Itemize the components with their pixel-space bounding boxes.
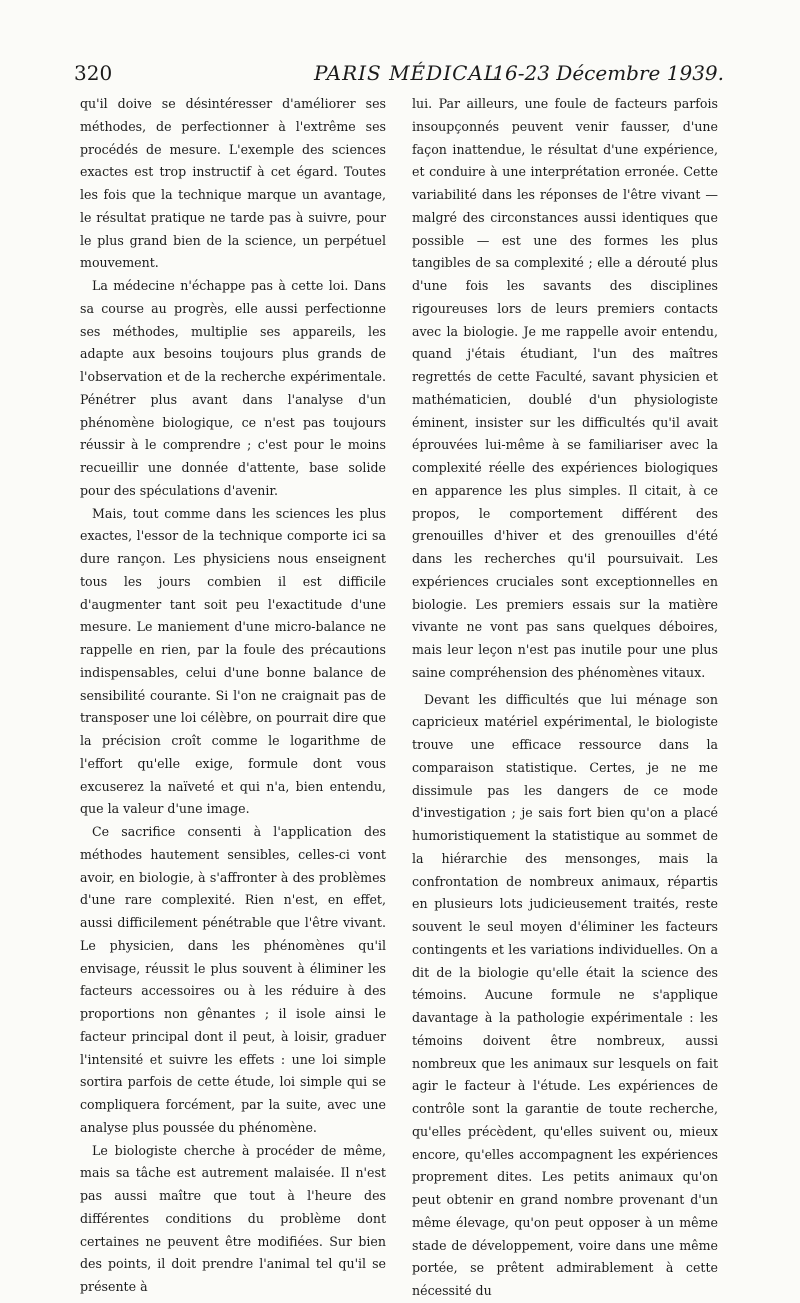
paragraph: Ce sacrifice consenti à l'application des méthodes hautement sensibles, celles-ci vont avoir, en biologie, à s'affronter à des problèmes d'une rare complexité. Rien n'est, en effet, aussi difficilement pénétrable que l'être vivant. Le physicien, dans les phénomènes qu'il envisage, réussit le plus souvent à éliminer les facteurs accessoires ou à les réduire à des proportions non gênantes ; il isole ainsi le facteur principal dont il peut, à loisir, graduer l'intensité et suivre les effets : une loi simple sortira parfois de cette étude, loi simple qui se compliquera forcément, par la suite, avec une analyse plus poussée du phénomène.	[80, 824, 386, 1135]
page-number: 320	[74, 61, 113, 85]
paragraph: qu'il doive se désintéresser d'améliorer ses méthodes, de perfectionner à l'extrême ses procédés de mesure. L'exemple des sciences exactes est trop instructif à cet égard. Toutes les fois que la technique marque un avantage, le résultat pratique ne tarde pas à suivre, pour le plus grand bien de la science, un perpétuel mouvement.	[80, 96, 386, 271]
left-column	[80, 93, 386, 1299]
paragraph: Mais, tout comme dans les sciences les plus exactes, l'essor de la technique comporte ici sa dure rançon. Les physiciens nous enseignent tous les jours combien il est difficile d'augmenter tant soit peu l'exactitude d'une mesure. Le maniement d'une micro-balance ne rappelle en rien, par la foule des précautions indispensables, celui d'une bonne balance de sensibilité courante. Si l'on ne craignait pas de transposer une loi célèbre, on pourrait dire que la précision croît comme le logarithme de l'effort qu'elle exige, formule dont vous excuserez la naïveté et qui n'a, bien entendu, que la valeur d'une image.	[80, 505, 386, 817]
paragraph: lui. Par ailleurs, une foule de facteurs parfois insoupçonnés peuvent venir fausser, d'une façon inattendue, le résultat d'une expérience, et conduire à une interprétation erronée. Cette variabilité dans les réponses de l'être vivant — malgré des circonstances aussi identiques que possible — est une des formes les plus tangibles de sa complexité ; elle a dérouté plus d'une fois les savants des disciplines rigoureuses lors de leurs premiers contacts avec la biologie. Je me rappelle avoir entendu, quand j'étais étudiant, l'un des maîtres regrettés de cette Faculté, savant physicien et mathématicien, doublé d'un physiologiste éminent, insister sur les difficultés qu'il avait éprouvées lui-même à se familiariser avec la complexité réelle des expériences biologiques en apparence les plus simples. Il citait, à ce propos, le comportement différent des grenouilles d'hiver et des grenouilles d'été dans les recherches qu'il poursuivait. Les expériences cruciales sont exceptionnelles en biologie. Les premiers essais sur la matière vivante ne vont pas sans quelques déboires, mais leur leçon n'est pas inutile pour une plus saine compréhension des phénomènes vitaux.	[412, 96, 718, 680]
right-column	[412, 93, 718, 1303]
paragraph: Le biologiste cherche à procéder de même, mais sa tâche est autrement malaisée. Il n'est pas aussi maître que tout à l'heure des différentes conditions du problème dont certaines ne peuvent être modifiées. Sur bien des points, il doit prendre l'animal tel qu'il se présente à	[80, 1142, 386, 1294]
journal-title: PARIS MÉDICAL	[314, 61, 499, 85]
paragraph: Devant les difficultés que lui ménage son capricieux matériel expérimental, le biologiste trouve une efficace ressource dans la comparaison statistique. Certes, je ne me dissimule pas les dangers de ce mode d'investigation ; je sais fort bien qu'on a placé humoristiquement la statistique au sommet de la hiérarchie des mensonges, mais la confrontation de nombreux animaux, répartis en plusieurs lots judicieusement traités, reste souvent le seul moyen d'éliminer les facteurs contingents et les variations individuelles. On a dit de la biologie qu'elle était la science des témoins. Aucune formule ne s'applique davantage à la pathologie expérimentale : les témoins doivent être nombreux, aussi nombreux que les animaux sur lesquels on fait agir le facteur à l'étude. Les expériences de contrôle sont la garantie de toute recherche, qu'elles précèdent, qu'elles suivent ou, mieux encore, qu'elles accompagnent les expériences proprement dites. Les petits animaux qu'on peut obtenir en grand nombre provenant d'un même élevage, qu'on peut opposer à un même stade de développement, voire dans une même portée, se prêtent admirablement à cette nécessité du	[412, 691, 718, 1298]
page-header	[74, 60, 724, 90]
issue-date: 16-23 Décembre 1939.	[492, 61, 724, 85]
paragraph: La médecine n'échappe pas à cette loi. Dans sa course au progrès, elle aussi perfectionne ses méthodes, multiplie ses appareils, les adapte aux besoins toujours plus grands de l'observation et de la recherche expérimentale. Pénétrer plus avant dans l'analyse d'un phénomène biologique, ce n'est pas toujours réussir à le comprendre ; c'est pour le moins recueillir une donnée d'attente, base solide pour des spéculations d'avenir.	[80, 278, 386, 498]
